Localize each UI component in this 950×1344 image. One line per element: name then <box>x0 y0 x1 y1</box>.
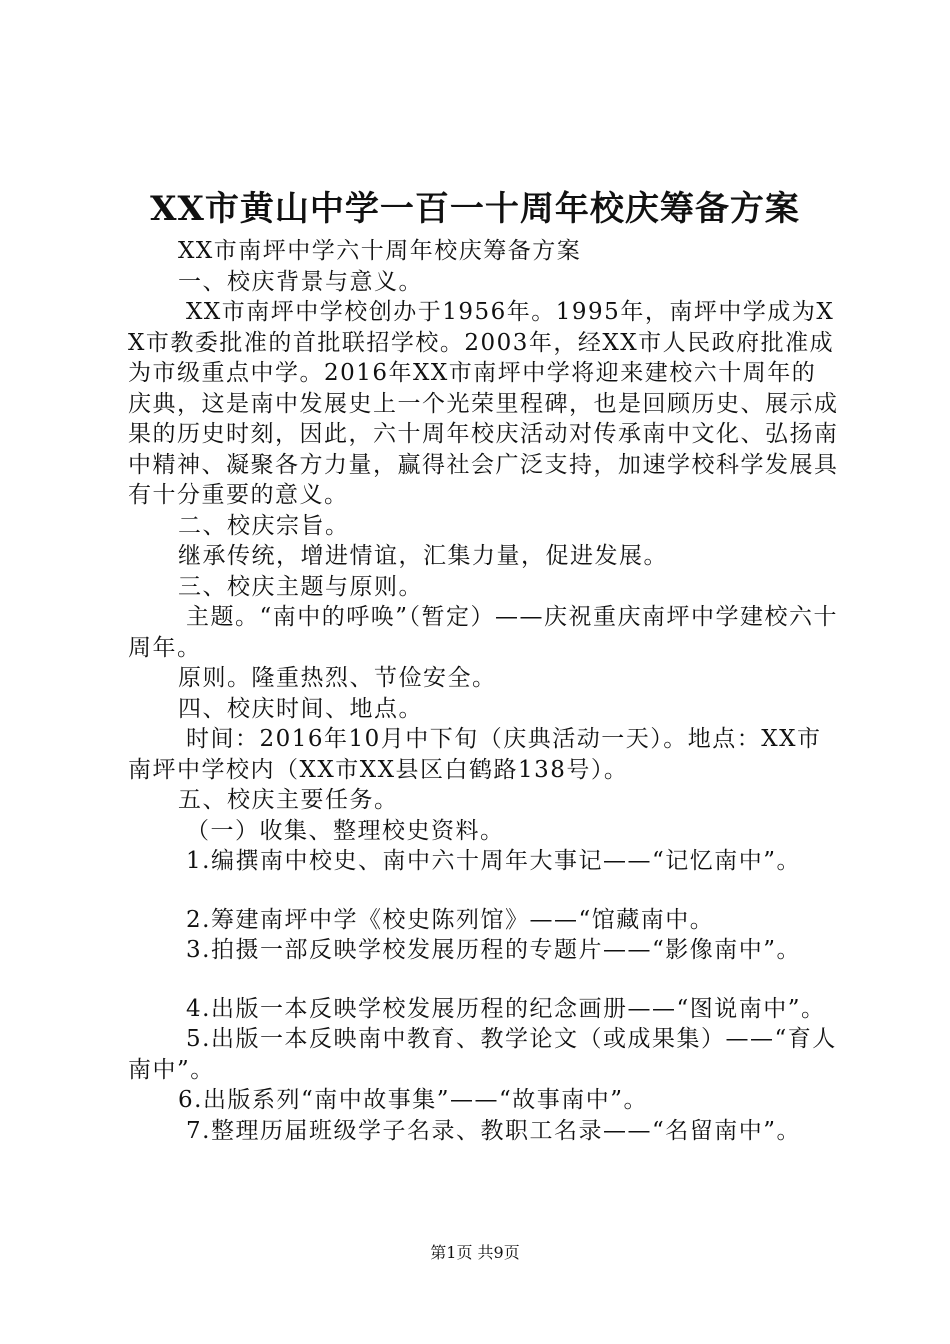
section-heading-theme: 三、校庆主题与原则。 <box>178 573 423 600</box>
list-item-7: 7.整理历届班级学子名录、教职工名录——“名留南中”。 <box>186 1117 801 1144</box>
blank-line <box>128 966 840 994</box>
list-item-6: 6.出版系列“南中故事集”——“故事南中”。 <box>178 1087 648 1113</box>
list-item-2: 2.筹建南坪中学《校史陈列馆》——“馆藏南中。 <box>186 906 715 933</box>
paragraph-time-place: 时间：2016年10月中下旬（庆典活动一天）。地点：XX市南坪中学校内（XX市XX县区白鹤路138号）。 <box>128 726 822 783</box>
paragraph-principle: 原则。隆重热烈、节俭安全。 <box>178 665 497 691</box>
list-item-5: 5.出版一本反映南中教育、教学论文（或成果集）——“育人南中”。 <box>128 1026 837 1083</box>
paragraph-purpose: 继承传统，增进情谊，汇集力量，促进发展。 <box>178 543 668 569</box>
document-title: XX市黄山中学一百一十周年校庆筹备方案 <box>150 189 800 229</box>
list-item-1: 1.编撰南中校史、南中六十周年大事记——“记忆南中”。 <box>186 848 801 874</box>
document-body <box>128 236 840 1146</box>
subsection-heading-history: （一）收集、整理校史资料。 <box>186 817 505 844</box>
section-heading-background: 一、校庆背景与意义。 <box>178 268 423 295</box>
paragraph-background: XX市南坪中学校创办于1956年。1995年，南坪中学成为XX市教委批准的首批联招学校。2003年，经XX市人民政府批准成为市级重点中学。2016年XX市南坪中学将迎来建校六十周年的庆典，这是南中发展史上一个光荣里程碑，也是回顾历史、展示成果的历史时刻，因此，六十周年校庆活动对传承南中文化、弘扬南中精神、凝聚各方力量，赢得社会广泛支持，加速学校科学发展具有十分重要的意义。 <box>128 299 839 508</box>
section-heading-tasks: 五、校庆主要任务。 <box>178 787 399 813</box>
paragraph-theme: 主题。“南中的呼唤”（暂定）——庆祝重庆南坪中学建校六十周年。 <box>128 604 839 661</box>
blank-line <box>128 877 840 905</box>
list-item-4: 4.出版一本反映学校发展历程的纪念画册——“图说南中”。 <box>186 995 826 1022</box>
list-item-3: 3.拍摄一部反映学校发展历程的专题片——“影像南中”。 <box>186 937 801 963</box>
section-heading-time-place: 四、校庆时间、地点。 <box>178 695 423 722</box>
page-number-footer: 第1页 共9页 <box>430 1243 520 1262</box>
section-heading-purpose: 二、校庆宗旨。 <box>178 512 350 539</box>
paragraph-subtitle: XX市南坪中学六十周年校庆筹备方案 <box>178 238 582 264</box>
